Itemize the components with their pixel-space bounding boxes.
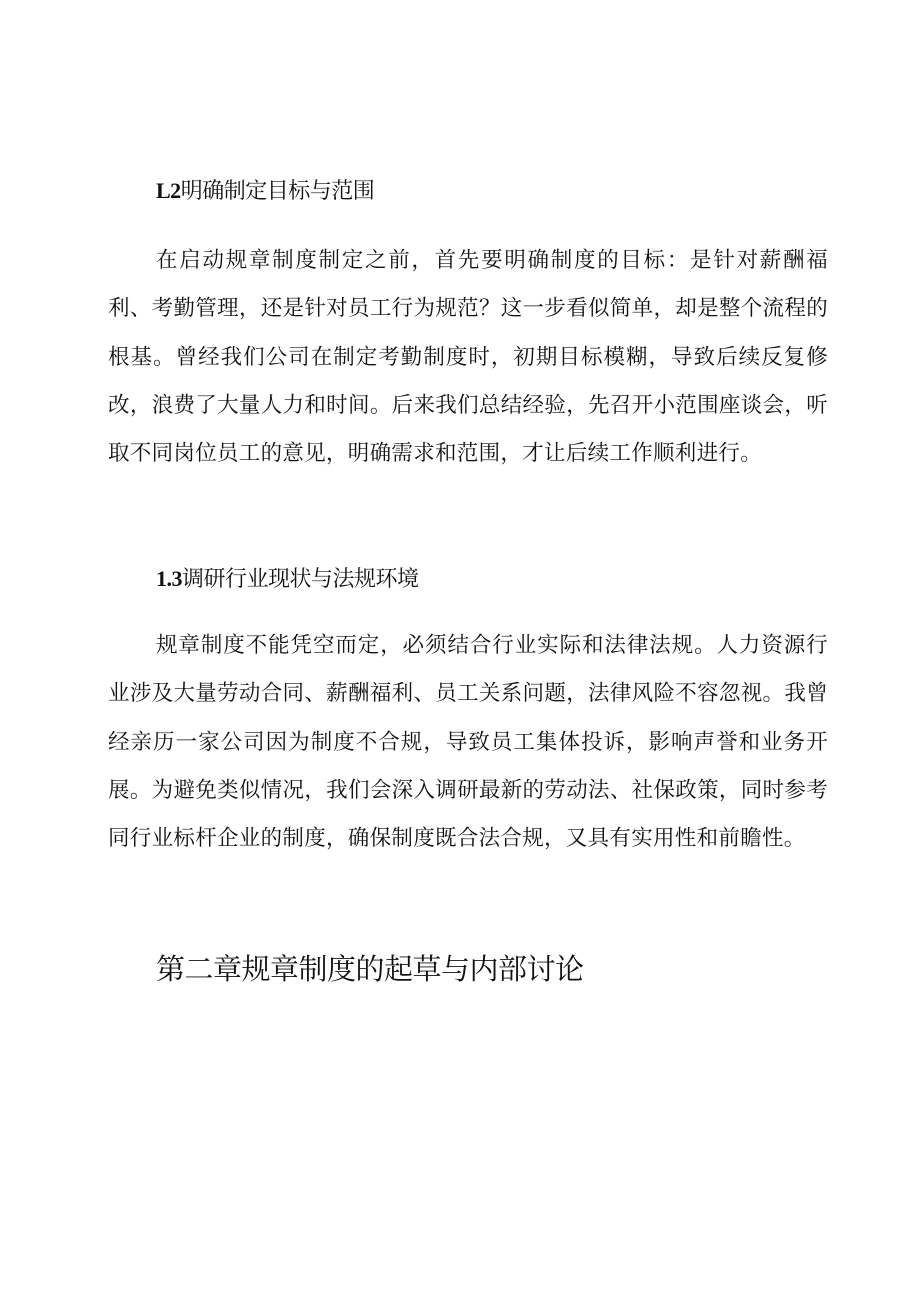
section-1-3-paragraph: 规章制度不能凭空而定，必须结合行业实际和法律法规。人力资源行业涉及大量劳动合同、薪酬福利、员工关系问题，法律风险不容忽视。我曾经亲历一家公司因为制度不合规，导致员工集体投诉，影响声誉和业务开展。为避免类似情况，我们会深入调研最新的劳动法、社保政策，同时参考同行业标杆企业的制度，确保制度既合法合规，又具有实用性和前瞻性。 <box>108 633 828 852</box>
section-1-2-heading <box>156 178 374 205</box>
section-1-3-title: 调研行业现状与法规环境 <box>182 567 419 592</box>
chapter-2-title: 第二章规章制度的起草与内部讨论 <box>156 952 584 986</box>
section-1-2-paragraph: 在启动规章制度制定之前，首先要明确制度的目标：是针对薪酬福利、考勤管理，还是针对员工行为规范？这一步看似简单，却是整个流程的根基。曾经我们公司在制定考勤制度时，初期目标模糊，导致后续反复修改，浪费了大量人力和时间。后来我们总结经验，先召开小范围座谈会，听取不同岗位员工的意见，明确需求和范围，才让后续工作顺利进行。 <box>108 248 828 467</box>
section-1-3-heading <box>156 566 419 593</box>
section-1-3-number: 1.3 <box>156 566 182 591</box>
section-1-2-number: L2 <box>156 178 181 203</box>
section-1-2-title: 明确制定目标与范围 <box>180 179 375 204</box>
